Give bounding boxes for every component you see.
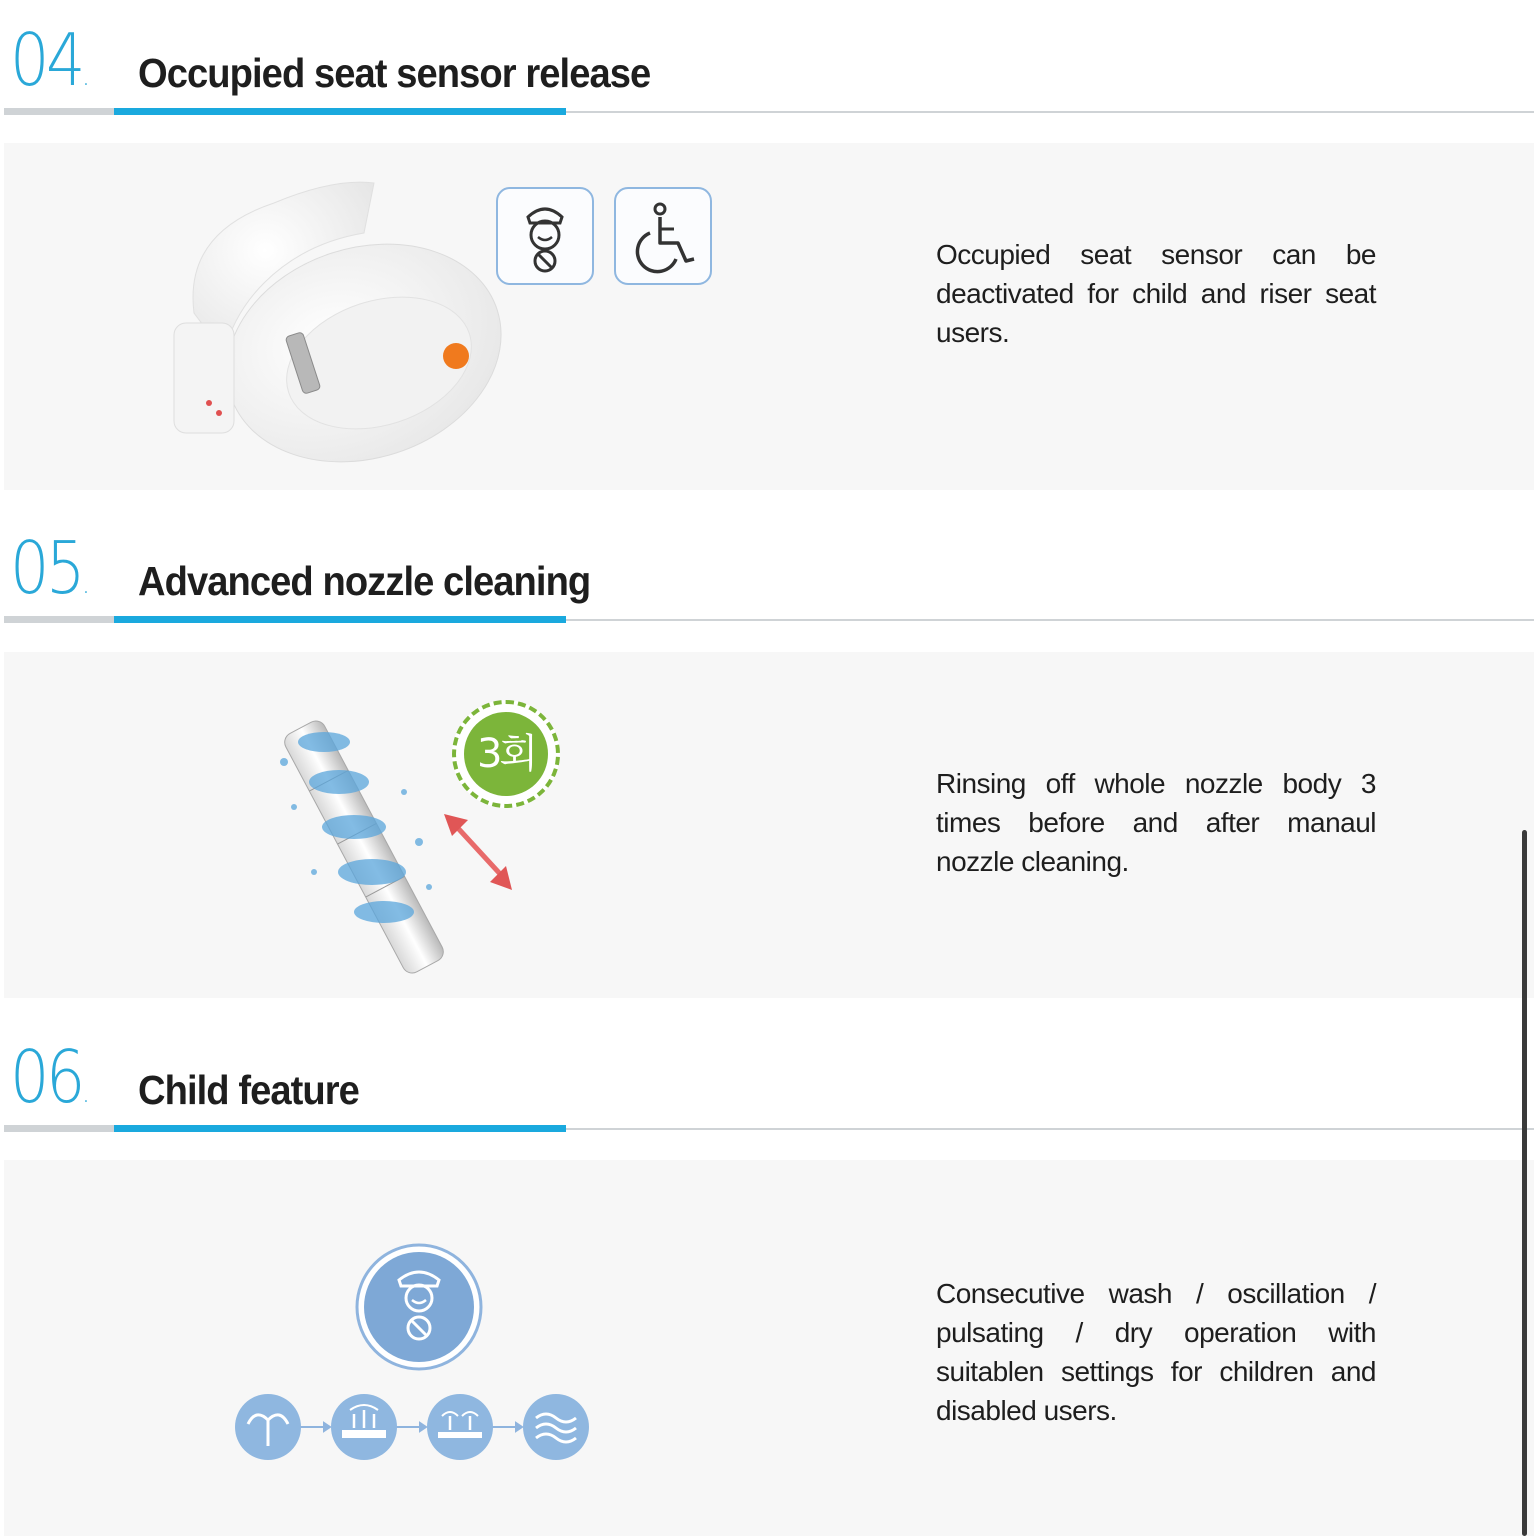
child-icon — [496, 187, 594, 285]
wheelchair-icon — [614, 187, 712, 285]
divider — [4, 616, 114, 623]
double-arrow-icon — [440, 812, 520, 892]
section-number: 04. — [10, 18, 91, 102]
divider-line — [566, 111, 1534, 113]
divider-accent — [114, 108, 566, 115]
section-title: Occupied seat sensor release — [138, 50, 651, 96]
divider — [4, 1125, 114, 1132]
divider-line — [566, 1128, 1534, 1130]
child-icon — [354, 1242, 484, 1372]
section-04-panel — [4, 143, 1534, 490]
divider — [4, 108, 114, 115]
pulsating-icon — [427, 1394, 493, 1460]
repeat-badge — [452, 700, 560, 808]
section-06-header — [0, 1017, 1536, 1147]
section-05-panel — [4, 652, 1534, 998]
divider-accent — [114, 616, 566, 623]
section-title: Advanced nozzle cleaning — [138, 558, 591, 604]
section-number: 06. — [10, 1035, 91, 1119]
sensor-dot — [443, 343, 469, 369]
section-04-header — [0, 0, 1536, 130]
oscillation-icon — [331, 1394, 397, 1460]
section-title: Child feature — [138, 1067, 359, 1113]
repeat-badge-label: 3회 — [464, 712, 548, 796]
section-description: Occupied seat sensor can be deactivated for child and riser seat users. — [936, 239, 1376, 348]
mode-sequence — [228, 1390, 598, 1470]
divider-line — [566, 619, 1534, 621]
section-number: 05. — [10, 526, 91, 610]
section-06-panel — [4, 1160, 1534, 1536]
section-description: Rinsing off whole nozzle body 3 times before and after manaul nozzle cleaning. — [936, 768, 1376, 877]
toilet-seat-image — [154, 173, 514, 473]
section-description: Consecutive wash / oscillation / pulsating / dry operation with suitablen settings for children and disabled users. — [936, 1278, 1376, 1426]
divider-accent — [114, 1125, 566, 1132]
wash-icon — [235, 1394, 301, 1460]
dry-icon — [523, 1394, 589, 1460]
scrollbar[interactable] — [1522, 830, 1527, 1536]
section-05-header — [0, 508, 1536, 638]
